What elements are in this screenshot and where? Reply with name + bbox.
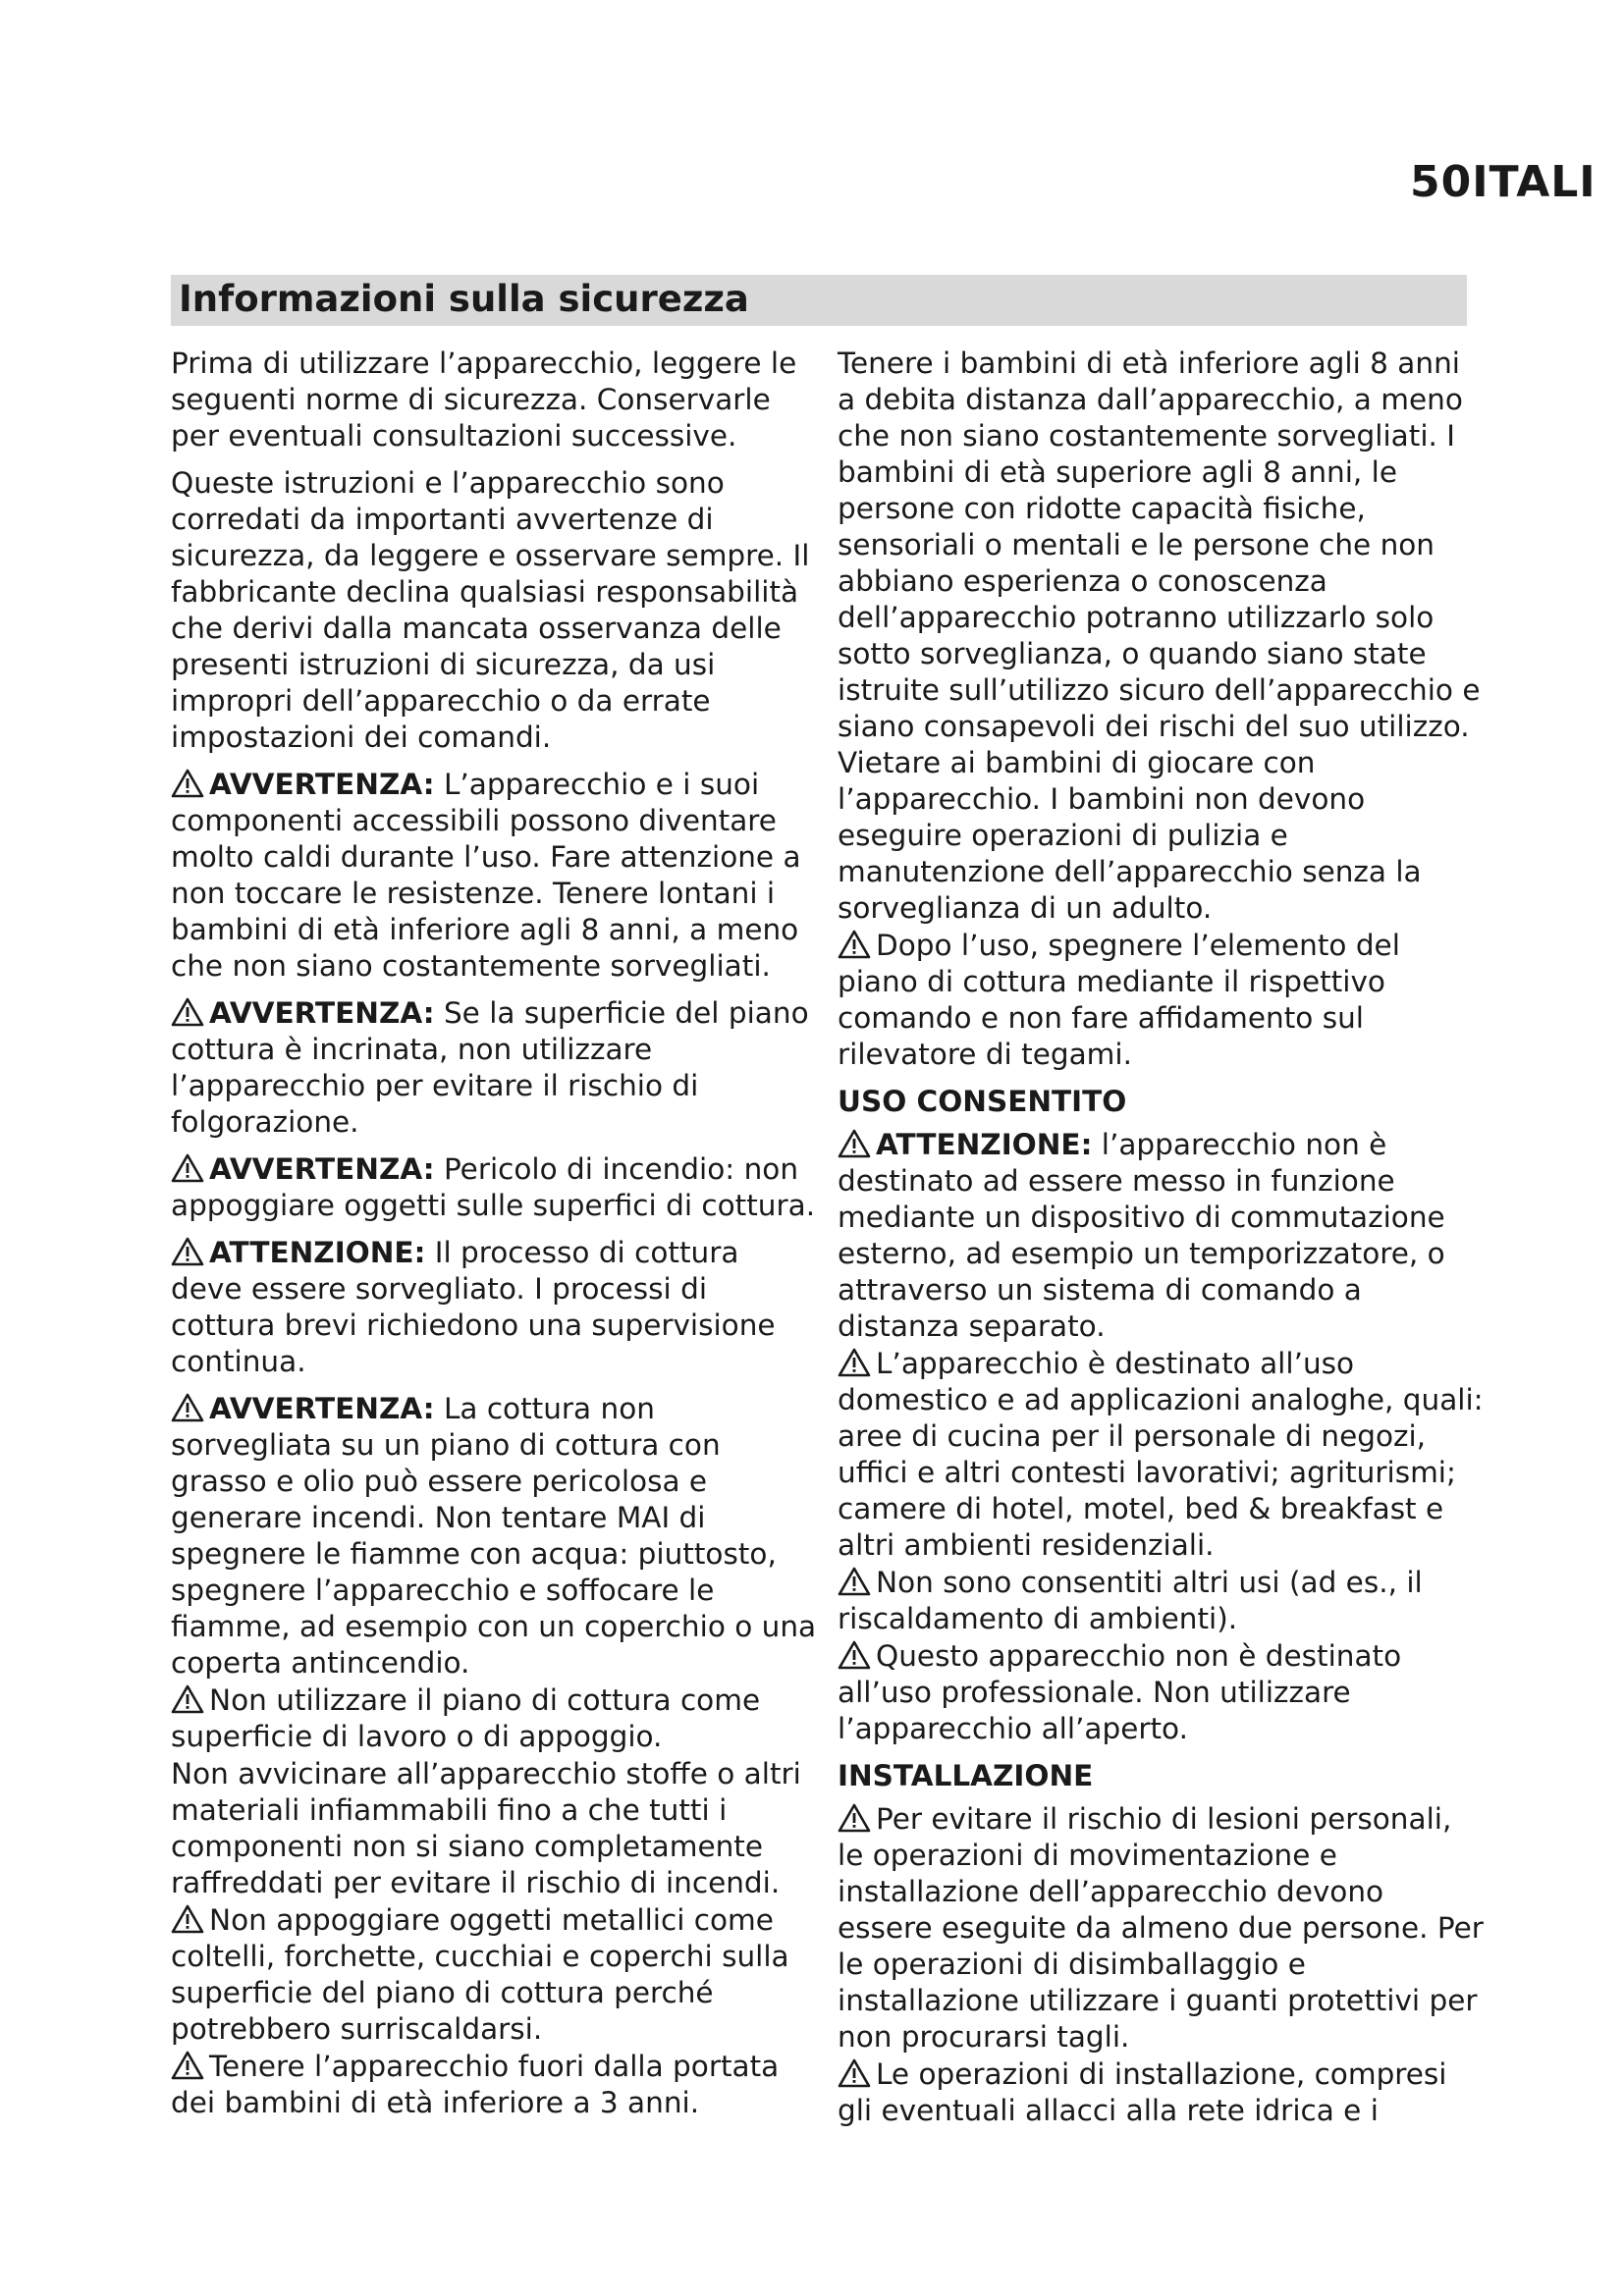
instructions-paragraph: Queste istruzioni e l’apparecchio sono corredati da importanti avvertenze di sicurezza, da leggere e osservare sempre. Il fabbricante declina qualsiasi responsabilità che derivi dalla mancata osservanza delle presenti istruzioni di sicurezza, da usi impropri dell’apparecchio o da errate impostazioni dei comandi. <box>171 466 810 754</box>
warning-icon <box>171 1393 204 1422</box>
warning-label: AVVERTENZA: <box>209 996 435 1030</box>
installation-heading: INSTALLAZIONE <box>838 1759 1094 1792</box>
warning-text: L’apparecchio è destinato all’uso domestico e ad applicazioni analoghe, quali: aree di cucina per il personale di negozi, uffici e altri contesti lavorativi; agriturismi; camere di hotel, motel, bed & breakfast e altri ambienti residenziali. <box>838 1347 1484 1562</box>
permitted-use-heading: USO CONSENTITO <box>838 1085 1127 1118</box>
warning-text: Non utilizzare il piano di cottura come superficie di lavoro o di appoggio. <box>171 1683 761 1753</box>
warning-icon <box>838 1803 871 1833</box>
left-column <box>171 346 819 2122</box>
warning-text: Il processo di cottura deve essere sorvegliato. I processi di cottura brevi richiedono una supervisione continua. <box>171 1236 776 1378</box>
warning-label: ATTENZIONE: <box>876 1128 1093 1161</box>
warning-fire-hazard <box>171 1151 819 1224</box>
warning-not-work-surface <box>171 1682 819 1755</box>
warning-turn-off-after-use <box>838 928 1486 1073</box>
warning-icon <box>171 1237 204 1266</box>
warning-label: AVVERTENZA: <box>209 1392 435 1425</box>
right-column <box>838 346 1486 2130</box>
warning-other-uses <box>838 1565 1486 1637</box>
intro-paragraph: Prima di utilizzare l’apparecchio, leggere le seguenti norme di sicurezza. Conservarle per eventuali consultazioni successive. <box>171 347 797 453</box>
warning-hot-components <box>171 767 819 985</box>
warning-text: Le operazioni di installazione, compresi gli eventuali allacci alla rete idrica e i <box>838 2057 1447 2127</box>
warning-text: Non sono consentiti altri usi (ad es., il riscaldamento di ambienti). <box>838 1566 1423 1635</box>
warning-cracked-surface <box>171 995 819 1141</box>
warning-text: Dopo l’uso, spegnere l’elemento del piano di cottura mediante il rispettivo comando e non fare affidamento sul rilevatore di tegami. <box>838 929 1400 1071</box>
caution-supervised-cooking <box>171 1235 819 1380</box>
warning-icon <box>171 997 204 1027</box>
caution-external-switch <box>838 1127 1486 1345</box>
warning-children-under-3 <box>171 2049 819 2121</box>
warning-text: Pericolo di incendio: non appoggiare oggetti sulle superfici di cottura. <box>171 1152 816 1222</box>
warning-text: L’apparecchio e i suoi componenti accessibili possono diventare molto caldi durante l’uso. Fare attenzione a non toccare le resistenze. Tenere lontani i bambini di età inferiore agli 8 anni, a meno che non siano costantemente sorvegliati. <box>171 768 801 983</box>
warning-icon <box>838 1129 871 1158</box>
warning-icon <box>838 1348 871 1377</box>
warning-label: AVVERTENZA: <box>209 768 435 801</box>
warning-installation-operations <box>838 2056 1486 2129</box>
warning-icon <box>838 930 871 959</box>
section-title: Informazioni sulla sicurezza <box>179 278 749 320</box>
warning-icon <box>838 2058 871 2088</box>
warning-icon <box>171 1153 204 1183</box>
warning-text: l’apparecchio non è destinato ad essere messo in funzione mediante un dispositivo di commutazione esterno, ad esempio un temporizzatore, o attraverso un sistema di comando a distanza separato. <box>838 1128 1445 1343</box>
warning-text: Per evitare il rischio di lesioni personali, le operazioni di movimentazione e installazione dell’apparecchio devono essere eseguite da almeno due persone. Per le operazioni di disimballaggio e installazione utilizzare i guanti protettivi per non procurarsi tagli. <box>838 1802 1484 2054</box>
children-safety-paragraph: Tenere i bambini di età inferiore agli 8 anni a debita distanza dall’apparecchio, a meno che non siano costantemente sorvegliati. I bambini di età superiore agli 8 anni, le persone con ridotte capacità fisiche, sensoriali o mentali e le persone che non abbiano esperienza o conoscenza dell’apparecchio potranno utilizzarlo solo sotto sorveglianza, o quando siano state istruite sull’utilizzo sicuro dell’apparecchio e siano consapevoli dei rischi del suo utilizzo. Vietare ai bambini di giocare con l’apparecchio. I bambini non devono eseguire operazioni di pulizia e manutenzione dell’apparecchio senza la sorveglianza di un adulto. <box>838 347 1481 925</box>
warning-text: Tenere l’apparecchio fuori dalla portata dei bambini di età inferiore a 3 anni. <box>171 2050 780 2119</box>
warning-icon <box>171 769 204 798</box>
warning-icon <box>171 1904 204 1934</box>
warning-domestic-use <box>838 1346 1486 1564</box>
warning-text: Non appoggiare oggetti metallici come coltelli, forchette, cucchiai e coperchi sulla superficie del piano di cottura perché potrebbero surriscaldarsi. <box>171 1903 789 2046</box>
page-header: 50ITALI <box>1410 157 1597 207</box>
warning-icon <box>171 2051 204 2080</box>
warning-icon <box>171 1684 204 1714</box>
warning-label: AVVERTENZA: <box>209 1152 435 1186</box>
warning-metal-objects <box>171 1902 819 2048</box>
flammable-materials-paragraph: Non avvicinare all’apparecchio stoffe o altri materiali infiammabili fino a che tutti i componenti non si siano completamente raffreddati per evitare il rischio di incendi. <box>171 1757 801 1899</box>
warning-text: Questo apparecchio non è destinato all’uso professionale. Non utilizzare l’apparecchio all’aperto. <box>838 1639 1402 1745</box>
warning-icon <box>838 1640 871 1670</box>
warning-grease-fire <box>171 1391 819 1682</box>
warning-icon <box>838 1567 871 1596</box>
warning-two-persons <box>838 1801 1486 2056</box>
warning-text: La cottura non sorvegliata su un piano di cottura con grasso e olio può essere pericolosa e generare incendi. Non tentare MAI di spegnere le fiamme con acqua: piuttosto, spegnere l’apparecchio e soffocare le fiamme, ad esempio con un coperchio o una coperta antincendio. <box>171 1392 817 1680</box>
warning-label: ATTENZIONE: <box>209 1236 426 1269</box>
warning-professional-use <box>838 1638 1486 1747</box>
warning-text: Se la superficie del piano cottura è incrinata, non utilizzare l’apparecchio per evitare il rischio di folgorazione. <box>171 996 809 1139</box>
